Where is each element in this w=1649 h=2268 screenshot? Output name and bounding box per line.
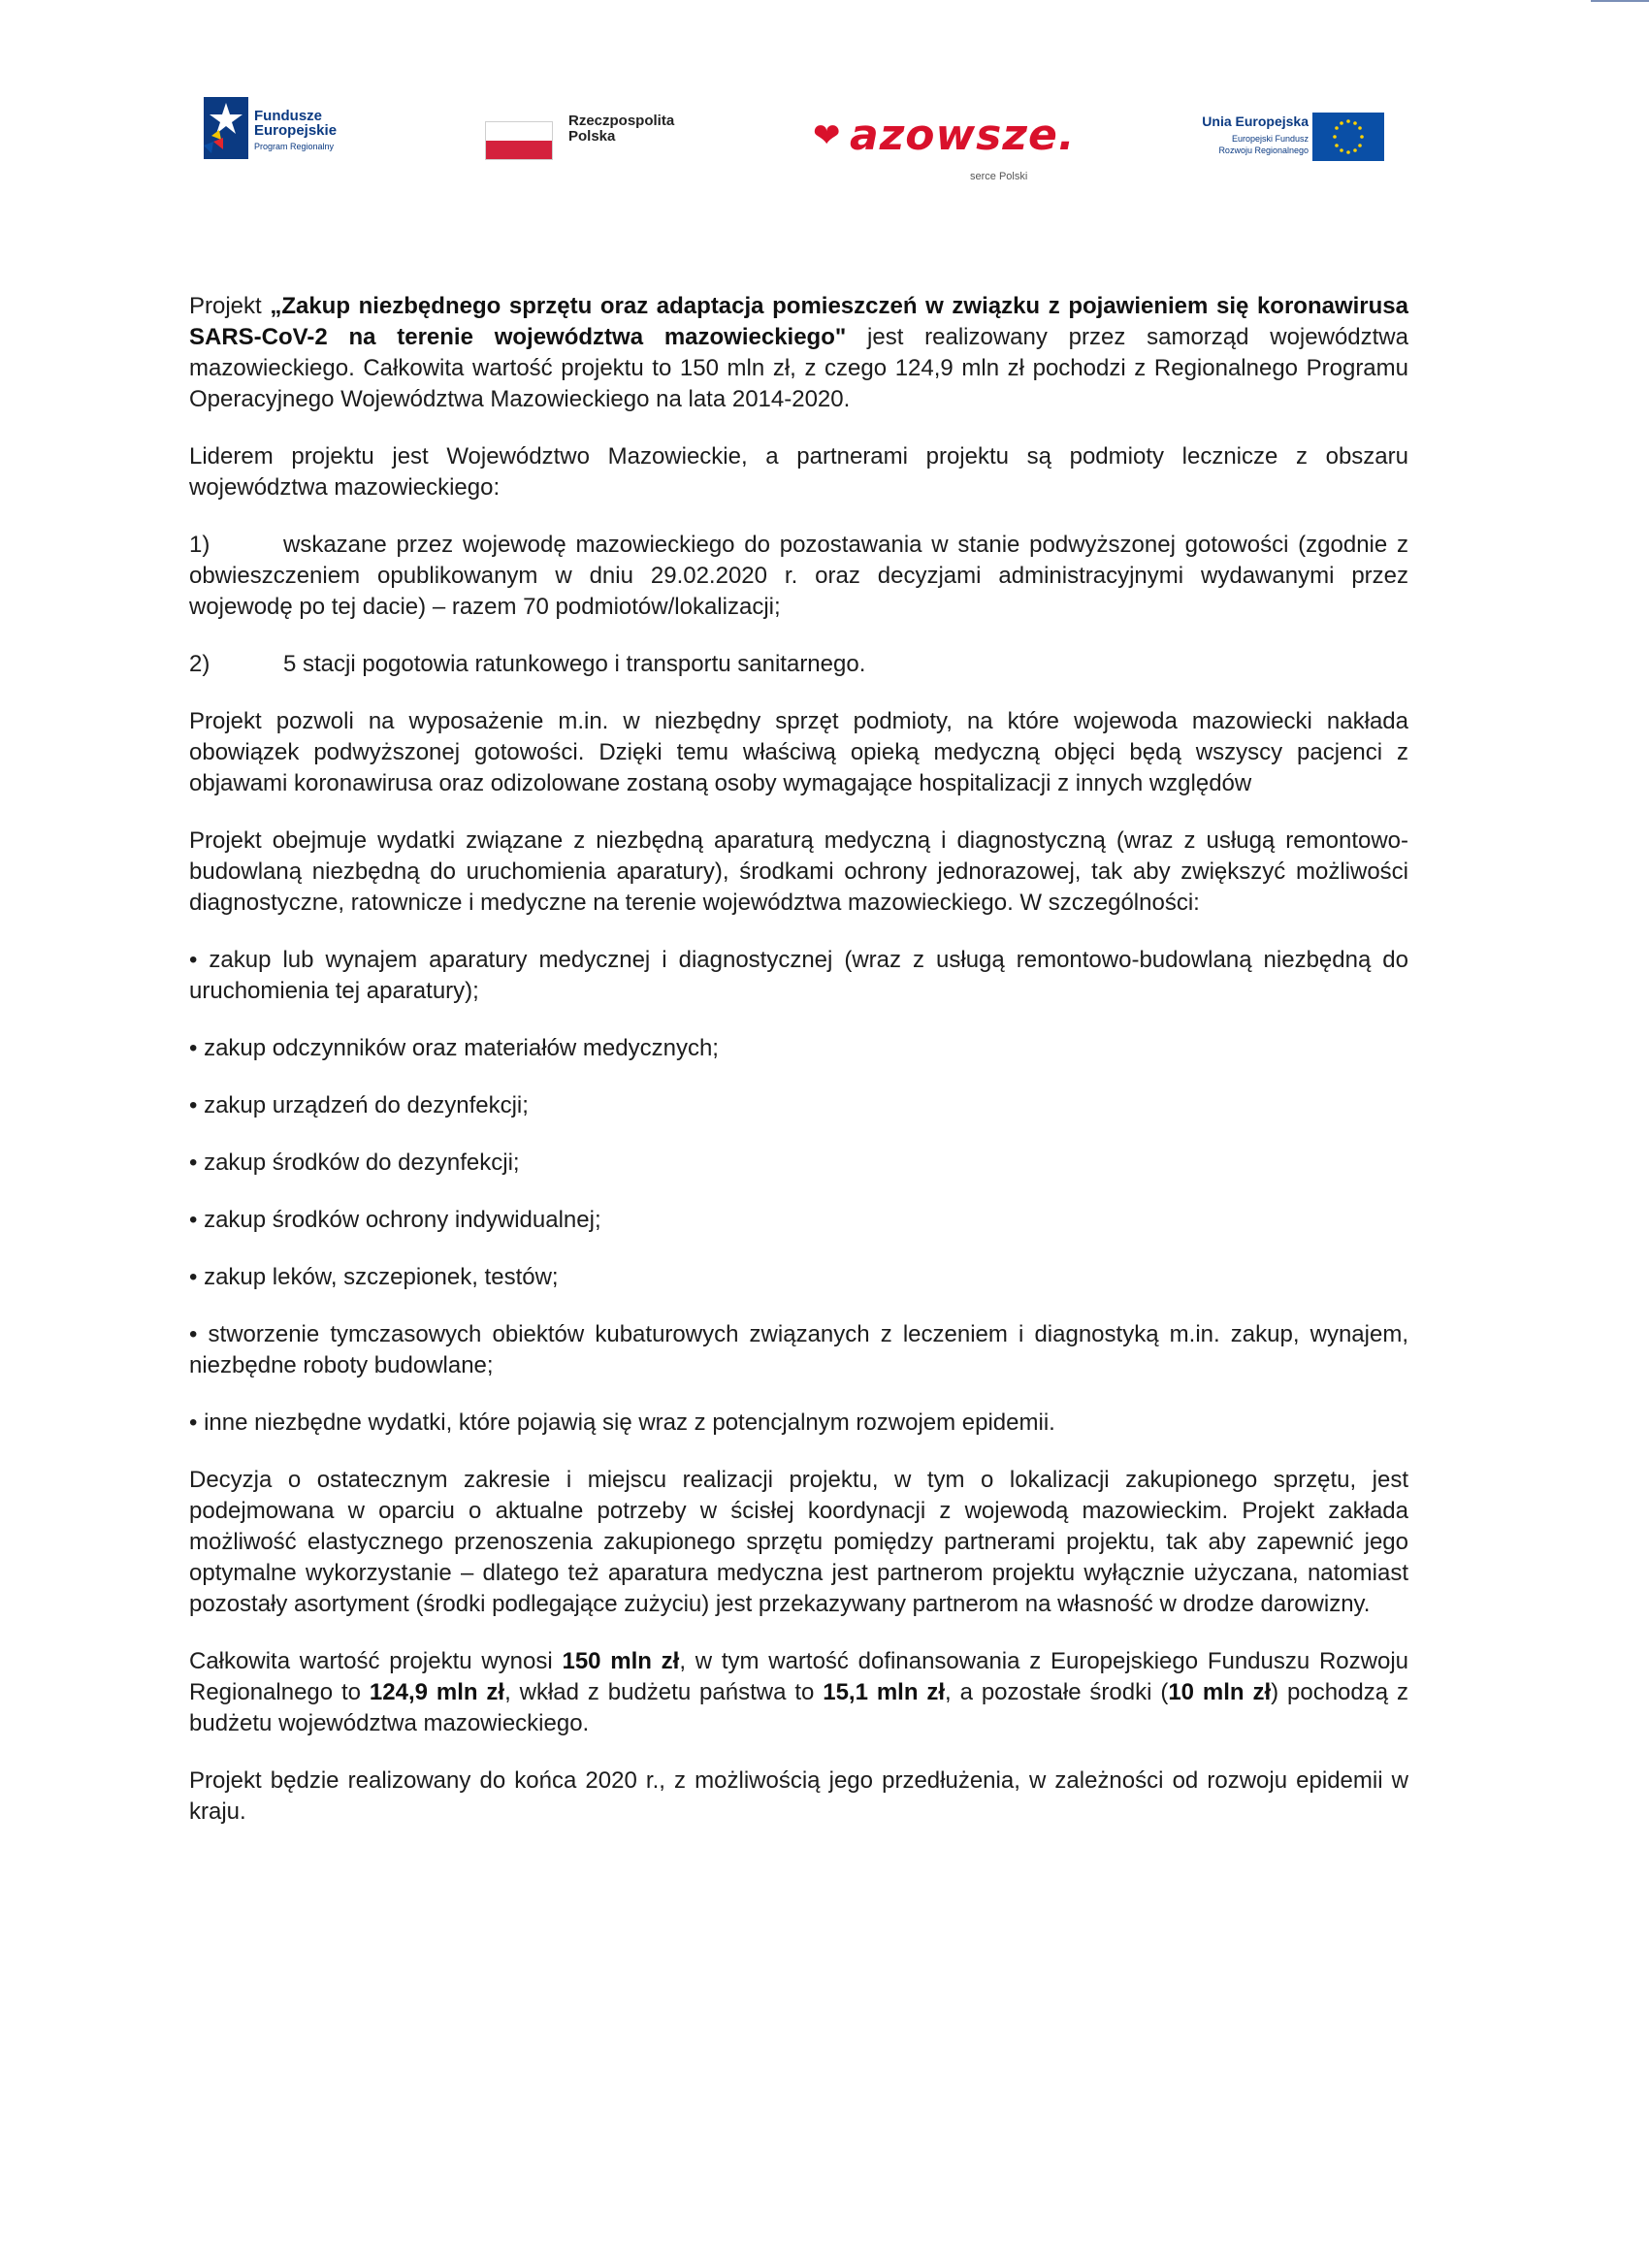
mazowsze-wordmark: azowsze. [850, 111, 1076, 160]
polish-flag-icon [485, 121, 553, 160]
rzeczpospolita-polska-logo [485, 112, 708, 160]
paragraph-intro [189, 291, 1408, 415]
financing-text: Całkowita wartość projektu wynosi [189, 1648, 563, 1674]
mazowsze-logo [813, 110, 1076, 182]
total-value: 150 mln zł [562, 1648, 680, 1674]
bullet-item: • stworzenie tymczasowych obiektów kubaturowych związanych z leczeniem i diagnostyką m.in. zakup, wynajem, niezbędne roboty budowlane; [189, 1321, 1408, 1378]
paragraph-timeline: Projekt będzie realizowany do końca 2020 r., z możliwością jego przedłużenia, w zależności od rozwoju epidemii w kraju. [189, 1767, 1408, 1825]
ue-line2: Europejski Fundusz [1231, 134, 1309, 144]
list-number-1: 1) [189, 532, 210, 558]
financing-text: ) pochodzą z budżetu województwa mazowieckiego. [189, 1679, 1408, 1736]
list-text-2: 5 stacji pogotowia ratunkowego i transportu sanitarnego. [283, 651, 866, 677]
fe-line1: Fundusze [254, 108, 322, 124]
mazowsze-tagline: serce Polski [970, 171, 1028, 182]
list-text-1: wskazane przez wojewodę mazowieckiego do pozostawania w stanie podwyższonej gotowości (zgodnie z obwieszczeniem opublikowanym w dniu 29.02.2020 r. oraz decyzjami administracyjnymi wydawanymi przez wojewodę po tej dacie) – razem 70 podmiotów/lokalizacji; [189, 532, 1408, 620]
paragraph-decision: Decyzja o ostatecznym zakresie i miejscu realizacji projektu, w tym o lokalizacji zakupionego sprzętu, jest podejmowana w oparciu o aktualne potrzeby w ścisłej koordynacji z wojewodą mazowieckim. Projekt zakłada możliwość elastycznego przenoszenia zakupionego sprzętu pomiędzy partnerami projektu, tak aby zapewnić jego optymalne wykorzystanie – dlatego też aparatura medyczna jest partnerom projektu wyłącznie użyczana, natomiast pozostały asortyment (środki podlegające zużyciu) jest przekazywany partnerom na własność w drodze darowizny. [189, 1467, 1408, 1617]
unia-europejska-logo [1171, 110, 1384, 168]
rp-line2: Polska [568, 128, 616, 145]
list-item-1 [189, 530, 1408, 623]
bullet-item: • zakup urządzeń do dezynfekcji; [189, 1092, 529, 1118]
paragraph-expenses: Projekt obejmuje wydatki związane z niezbędną aparaturą medyczną i diagnostyczną (wraz z usługą remontowo-budowlaną niezbędną do uruchomienia aparatury), środkami ochrony jednorazowej, tak aby zwiększyć możliwości diagnostyczne, ratownicze i medyczne na terenie województwa mazowieckiego. W szczególności: [189, 827, 1408, 916]
state-budget-value: 15,1 mln zł [823, 1679, 946, 1705]
fe-subtitle: Program Regionalny [254, 142, 335, 151]
list-number-2: 2) [189, 651, 210, 677]
rp-line1: Rzeczpospolita [568, 113, 675, 129]
ue-title: Unia Europejska [1202, 113, 1309, 129]
document-body [189, 291, 1408, 1854]
bullet-item: • zakup lub wynajem aparatury medycznej i diagnostycznej (wraz z usługą remontowo-budowlaną niezbędną do uruchomienia tej aparatury); [189, 947, 1408, 1004]
paragraph-equipment: Projekt pozwoli na wyposażenie m.in. w niezbędny sprzęt podmioty, na które wojewoda mazowiecki nakłada obowiązek podwyższonej gotowości. Dzięki temu właściwą opieką medyczną objęci będą wszyscy pacjenci z objawami koronawirusa oraz odizolowane zostaną osoby wymagające hospitalizacji z innych względów [189, 708, 1408, 796]
rp-text [568, 113, 674, 145]
heart-icon: ❤ [813, 117, 841, 154]
efrr-value: 124,9 mln zł [369, 1679, 505, 1705]
fe-title [254, 109, 337, 138]
fe-star-icon [204, 97, 248, 159]
fundusze-europejskie-logo [204, 97, 369, 165]
fe-line2: Europejskie [254, 122, 338, 139]
ue-line3: Rozwoju Regionalnego [1218, 146, 1309, 155]
financing-text: , w tym wartość dofinansowania z Europejskiego Funduszu Rozwoju Regionalnego to [189, 1648, 1408, 1705]
ue-subtitle [1218, 133, 1309, 156]
financing-text: , a pozostałe środki ( [945, 1679, 1169, 1705]
scan-artifact [1591, 0, 1649, 2]
paragraph-partners: Liderem projektu jest Województwo Mazowieckie, a partnerami projektu są podmioty lecznicze z obszaru województwa mazowieckiego: [189, 443, 1408, 501]
project-title: „Zakup niezbędnego sprzętu oraz adaptacja pomieszczeń w związku z pojawieniem się koronawirusa SARS-CoV-2 na terenie województwa mazowieckiego" [189, 293, 1408, 350]
regional-budget-value: 10 mln zł [1168, 1679, 1272, 1705]
bullet-item: • zakup środków ochrony indywidualnej; [189, 1207, 601, 1233]
bullet-item: • inne niezbędne wydatki, które pojawią się wraz z potencjalnym rozwojem epidemii. [189, 1409, 1055, 1436]
bullet-item: • zakup leków, szczepionek, testów; [189, 1264, 559, 1290]
financing-text: , wkład z budżetu państwa to [504, 1679, 824, 1705]
bullet-item: • zakup środków do dezynfekcji; [189, 1150, 520, 1176]
intro-lead: Projekt [189, 293, 271, 319]
list-item-2 [189, 649, 1408, 680]
intro-rest: jest realizowany przez samorząd województwa mazowieckiego. Całkowita wartość projektu to 150 mln zł, z czego 124,9 mln zł pochodzi z Regionalnego Programu Operacyjnego Województwa Mazowieckiego na lata 2014-2020. [189, 324, 1408, 412]
bullet-item: • zakup odczynników oraz materiałów medycznych; [189, 1035, 719, 1061]
paragraph-financing [189, 1646, 1408, 1739]
logo-bar [0, 92, 1649, 189]
eu-flag-icon [1312, 113, 1384, 161]
